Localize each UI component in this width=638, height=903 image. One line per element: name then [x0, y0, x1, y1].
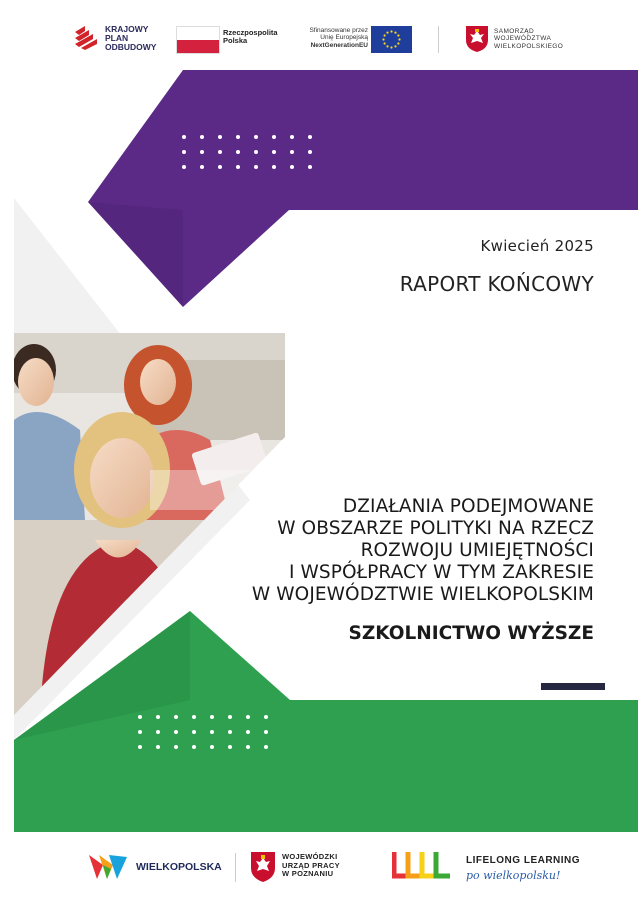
wup-coat-of-arms-icon [250, 851, 276, 883]
wielkopolska-logo-text: WIELKOPOLSKA [136, 861, 222, 873]
report-type: RAPORT KOŃCOWY [399, 272, 594, 296]
report-title [174, 496, 594, 606]
title-line: W WOJEWÓDZTWIE WIELKOPOLSKIM [251, 584, 594, 605]
kpo-logo-text: KRAJOWY PLAN ODBUDOWY [105, 24, 157, 52]
lifelong-learning-tagline: po wielkopolsku! [466, 869, 561, 882]
title-line: DZIAŁANIA PODEJMOWANE [342, 496, 594, 517]
wup-logo-text: WOJEWÓDZKI URZĄD PRACY W POZNANIU [282, 852, 340, 879]
eu-funding-text: Sfinansowane przez Unię Europejską NextGenerationEU [309, 27, 368, 49]
purple-fold-shadow [88, 202, 183, 307]
title-line: ROZWOJU UMIEJĘTNOŚCI [360, 540, 594, 561]
report-subtitle: SZKOLNICTWO WYŻSZE [348, 623, 594, 644]
rp-logo-text: Rzeczpospolita Polska [223, 28, 278, 45]
wielkopolska-w-logo-icon [87, 851, 129, 883]
accent-dash [541, 683, 605, 690]
title-line: W OBSZARZE POLITYKI NA RZECZ [277, 518, 594, 539]
lifelong-learning-text: LIFELONG LEARNING [466, 855, 581, 866]
report-date: Kwiecień 2025 [480, 237, 594, 255]
title-line: I WSPÓŁPRACY W TYM ZAKRESIE [288, 562, 594, 583]
samorzad-logo-text: SAMORZĄD WOJEWÓDZTWA WIELKOPOLSKIEGO [494, 28, 564, 50]
lifelong-learning-logo-icon [392, 850, 452, 880]
bottom-logo-divider [235, 853, 236, 882]
